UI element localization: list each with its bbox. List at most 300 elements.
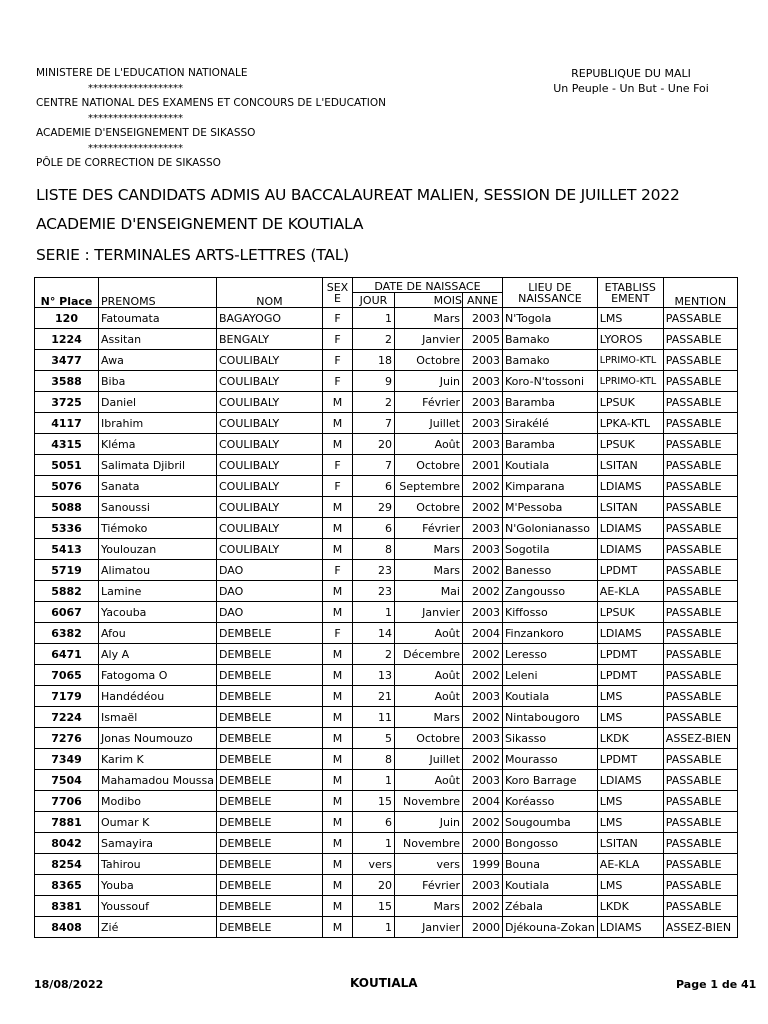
cell-jour: 7: [352, 455, 394, 476]
cell-mois: Juillet: [394, 749, 462, 770]
col-date: DATE DE NAISSACE: [352, 278, 502, 293]
cell-nom: DEMBELE: [216, 770, 322, 791]
cell-nom: COULIBALY: [216, 497, 322, 518]
table-row: [35, 833, 738, 854]
col-sexe-line1: SEX: [326, 280, 349, 294]
cell-jour: 9: [352, 371, 394, 392]
cell-lieu: Kimparana: [502, 476, 597, 497]
cell-jour: 6: [352, 476, 394, 497]
footer-place: KOUTIALA: [350, 976, 418, 990]
cell-nom: DEMBELE: [216, 707, 322, 728]
cell-sexe: M: [322, 434, 352, 455]
cell-nom: DEMBELE: [216, 812, 322, 833]
table-row: [35, 518, 738, 539]
cell-prenoms: Alimatou: [99, 560, 217, 581]
cell-place: 3725: [35, 392, 99, 413]
cell-place: 7349: [35, 749, 99, 770]
footer-date: 18/08/2022: [34, 978, 104, 991]
col-prenoms: PRENOMS: [99, 278, 217, 308]
cell-lieu: Sirakélé: [502, 413, 597, 434]
cell-lieu: Banesso: [502, 560, 597, 581]
col-etab: [597, 278, 663, 308]
cell-lieu: Sikasso: [502, 728, 597, 749]
cell-mois: Novembre: [394, 833, 462, 854]
cell-etab: LPDMT: [597, 644, 663, 665]
cell-mention: PASSABLE: [663, 434, 737, 455]
cell-mention: PASSABLE: [663, 812, 737, 833]
cell-mois: Mars: [394, 308, 462, 329]
cell-mois: Mars: [394, 539, 462, 560]
cell-mois: Mars: [394, 560, 462, 581]
cell-nom: COULIBALY: [216, 413, 322, 434]
col-lieu-line1: LIEU DE: [528, 280, 572, 294]
table-row: [35, 455, 738, 476]
cell-mois: Juin: [394, 371, 462, 392]
cell-etab: LDIAMS: [597, 770, 663, 791]
table-row: [35, 476, 738, 497]
cell-mention: PASSABLE: [663, 854, 737, 875]
cell-nom: DEMBELE: [216, 665, 322, 686]
cell-mois: vers: [394, 854, 462, 875]
cell-prenoms: Tiémoko: [99, 518, 217, 539]
cell-annee: 2003: [462, 434, 502, 455]
cell-lieu: Sogotila: [502, 539, 597, 560]
cell-prenoms: Zié: [99, 917, 217, 938]
cell-lieu: Bamako: [502, 329, 597, 350]
cell-annee: 2002: [462, 560, 502, 581]
cell-nom: DEMBELE: [216, 644, 322, 665]
table-row: [35, 371, 738, 392]
cell-prenoms: Oumar K: [99, 812, 217, 833]
cell-etab: LKDK: [597, 896, 663, 917]
cell-annee: 1999: [462, 854, 502, 875]
cell-place: 1224: [35, 329, 99, 350]
cell-sexe: M: [322, 770, 352, 791]
cell-etab: LPDMT: [597, 560, 663, 581]
cell-prenoms: Sanoussi: [99, 497, 217, 518]
cell-lieu: N'Golonianasso: [502, 518, 597, 539]
table-row: [35, 602, 738, 623]
col-mois: MOIS: [394, 293, 462, 308]
series-title: SERIE : TERMINALES ARTS-LETTRES (TAL): [36, 246, 349, 264]
cell-mois: Août: [394, 770, 462, 791]
cell-mois: Mars: [394, 707, 462, 728]
cell-prenoms: Sanata: [99, 476, 217, 497]
cell-mention: PASSABLE: [663, 350, 737, 371]
cell-jour: 2: [352, 329, 394, 350]
cell-annee: 2002: [462, 581, 502, 602]
cell-mention: PASSABLE: [663, 875, 737, 896]
cell-mention: ASSEZ-BIEN: [663, 728, 737, 749]
cell-sexe: F: [322, 455, 352, 476]
cell-annee: 2003: [462, 308, 502, 329]
cell-jour: 5: [352, 728, 394, 749]
cell-prenoms: Jonas Noumouzo: [99, 728, 217, 749]
cell-jour: 15: [352, 791, 394, 812]
cell-mois: Octobre: [394, 728, 462, 749]
cell-jour: 20: [352, 434, 394, 455]
cell-mention: PASSABLE: [663, 392, 737, 413]
cell-sexe: M: [322, 812, 352, 833]
cell-mois: Novembre: [394, 791, 462, 812]
table-row: [35, 749, 738, 770]
cell-place: 8042: [35, 833, 99, 854]
cell-place: 8408: [35, 917, 99, 938]
cell-etab: AE-KLA: [597, 854, 663, 875]
cell-mois: Juin: [394, 812, 462, 833]
cell-nom: DEMBELE: [216, 854, 322, 875]
table-body: [35, 308, 738, 938]
cell-jour: 8: [352, 539, 394, 560]
cell-place: 3588: [35, 371, 99, 392]
cell-place: 5088: [35, 497, 99, 518]
cell-mention: PASSABLE: [663, 665, 737, 686]
cell-sexe: M: [322, 728, 352, 749]
cell-place: 3477: [35, 350, 99, 371]
cell-mois: Août: [394, 665, 462, 686]
cell-annee: 2001: [462, 455, 502, 476]
cell-mention: PASSABLE: [663, 791, 737, 812]
table-row: [35, 434, 738, 455]
cell-sexe: M: [322, 392, 352, 413]
cell-lieu: Finzankoro: [502, 623, 597, 644]
cell-prenoms: Kléma: [99, 434, 217, 455]
cell-sexe: F: [322, 308, 352, 329]
cell-etab: LPSUK: [597, 602, 663, 623]
cell-annee: 2003: [462, 539, 502, 560]
cell-sexe: M: [322, 665, 352, 686]
cell-sexe: F: [322, 329, 352, 350]
cell-nom: DEMBELE: [216, 896, 322, 917]
cell-jour: 6: [352, 812, 394, 833]
cell-jour: 13: [352, 665, 394, 686]
table-row: [35, 686, 738, 707]
cell-mention: PASSABLE: [663, 539, 737, 560]
cell-annee: 2003: [462, 518, 502, 539]
cell-mention: PASSABLE: [663, 581, 737, 602]
cell-lieu: Koutiala: [502, 455, 597, 476]
cell-jour: 1: [352, 308, 394, 329]
cell-mention: PASSABLE: [663, 623, 737, 644]
cell-nom: DAO: [216, 560, 322, 581]
cell-lieu: Leresso: [502, 644, 597, 665]
cell-lieu: Mourasso: [502, 749, 597, 770]
country-name: REPUBLIQUE DU MALI: [571, 67, 691, 80]
cell-etab: LPRIMO-KTL: [597, 350, 663, 371]
cell-etab: LMS: [597, 791, 663, 812]
cell-prenoms: Youlouzan: [99, 539, 217, 560]
cell-annee: 2002: [462, 707, 502, 728]
cell-jour: 1: [352, 602, 394, 623]
cell-etab: LMS: [597, 707, 663, 728]
cell-prenoms: Awa: [99, 350, 217, 371]
cell-jour: 29: [352, 497, 394, 518]
cell-prenoms: Daniel: [99, 392, 217, 413]
cell-lieu: N'Togola: [502, 308, 597, 329]
table-row: [35, 329, 738, 350]
ministry-line: MINISTERE DE L'EDUCATION NATIONALE: [36, 67, 248, 79]
cell-place: 7504: [35, 770, 99, 791]
cell-mois: Février: [394, 875, 462, 896]
cell-prenoms: Assitan: [99, 329, 217, 350]
cell-mois: Octobre: [394, 350, 462, 371]
cell-sexe: M: [322, 497, 352, 518]
cell-etab: LPDMT: [597, 665, 663, 686]
cell-etab: LMS: [597, 875, 663, 896]
cell-etab: LMS: [597, 686, 663, 707]
cell-nom: DEMBELE: [216, 686, 322, 707]
table-row: [35, 623, 738, 644]
cell-nom: DEMBELE: [216, 875, 322, 896]
cell-mention: PASSABLE: [663, 413, 737, 434]
cell-nom: COULIBALY: [216, 518, 322, 539]
cell-mention: PASSABLE: [663, 518, 737, 539]
cell-mention: PASSABLE: [663, 371, 737, 392]
cell-prenoms: Ibrahim: [99, 413, 217, 434]
cell-etab: LDIAMS: [597, 539, 663, 560]
cell-mention: PASSABLE: [663, 560, 737, 581]
cell-sexe: M: [322, 707, 352, 728]
cell-annee: 2000: [462, 917, 502, 938]
table-row: [35, 770, 738, 791]
cell-place: 4117: [35, 413, 99, 434]
footer-page: Page 1 de 41: [676, 978, 757, 991]
cell-nom: BENGALY: [216, 329, 322, 350]
cell-jour: 2: [352, 644, 394, 665]
cell-nom: COULIBALY: [216, 539, 322, 560]
academy-title: ACADEMIE D'ENSEIGNEMENT DE KOUTIALA: [36, 215, 364, 233]
cell-place: 7706: [35, 791, 99, 812]
cell-annee: 2002: [462, 896, 502, 917]
cell-jour: 1: [352, 833, 394, 854]
cell-jour: 11: [352, 707, 394, 728]
cell-annee: 2003: [462, 686, 502, 707]
cell-sexe: M: [322, 602, 352, 623]
cell-etab: LPDMT: [597, 749, 663, 770]
cell-etab: AE-KLA: [597, 581, 663, 602]
cell-mention: PASSABLE: [663, 455, 737, 476]
table-row: [35, 350, 738, 371]
cell-lieu: Zangousso: [502, 581, 597, 602]
cell-jour: 7: [352, 413, 394, 434]
cell-mois: Décembre: [394, 644, 462, 665]
col-nom: NOM: [216, 278, 322, 308]
cell-place: 8381: [35, 896, 99, 917]
cell-place: 120: [35, 308, 99, 329]
cell-place: 5336: [35, 518, 99, 539]
cell-mois: Mars: [394, 896, 462, 917]
cell-place: 5076: [35, 476, 99, 497]
cell-prenoms: Fatoumata: [99, 308, 217, 329]
cell-etab: LSITAN: [597, 497, 663, 518]
cell-jour: 18: [352, 350, 394, 371]
cell-lieu: Koro-N'tossoni: [502, 371, 597, 392]
cell-sexe: M: [322, 686, 352, 707]
table-header-row: [35, 278, 738, 293]
cell-lieu: Koutiala: [502, 875, 597, 896]
cell-sexe: F: [322, 476, 352, 497]
cell-mois: Octobre: [394, 497, 462, 518]
cell-annee: 2003: [462, 875, 502, 896]
cell-mention: PASSABLE: [663, 749, 737, 770]
table-row: [35, 560, 738, 581]
cell-jour: 21: [352, 686, 394, 707]
table-row: [35, 665, 738, 686]
table-row: [35, 539, 738, 560]
candidates-table: [34, 277, 738, 938]
table-row: [35, 392, 738, 413]
academy-sikasso-line: ACADEMIE D'ENSEIGNEMENT DE SIKASSO: [36, 127, 256, 139]
cell-jour: 8: [352, 749, 394, 770]
cell-annee: 2003: [462, 350, 502, 371]
cell-annee: 2003: [462, 371, 502, 392]
cell-etab: LDIAMS: [597, 476, 663, 497]
cnecd-line: CENTRE NATIONAL DES EXAMENS ET CONCOURS DE L'EDUCATION: [36, 97, 386, 109]
cell-nom: DAO: [216, 602, 322, 623]
cell-etab: LSITAN: [597, 833, 663, 854]
cell-mention: ASSEZ-BIEN: [663, 917, 737, 938]
cell-sexe: M: [322, 539, 352, 560]
cell-mention: PASSABLE: [663, 896, 737, 917]
cell-mois: Août: [394, 434, 462, 455]
cell-etab: LMS: [597, 308, 663, 329]
cell-mention: PASSABLE: [663, 602, 737, 623]
table-row: [35, 812, 738, 833]
cell-sexe: M: [322, 749, 352, 770]
cell-place: 7224: [35, 707, 99, 728]
col-jour: JOUR: [352, 293, 394, 308]
cell-prenoms: Handédéou: [99, 686, 217, 707]
cell-lieu: Bongosso: [502, 833, 597, 854]
cell-etab: LDIAMS: [597, 917, 663, 938]
cell-place: 5051: [35, 455, 99, 476]
cell-annee: 2003: [462, 392, 502, 413]
cell-jour: 15: [352, 896, 394, 917]
cell-jour: 23: [352, 560, 394, 581]
cell-mention: PASSABLE: [663, 329, 737, 350]
cell-lieu: Koro Barrage: [502, 770, 597, 791]
cell-jour: 2: [352, 392, 394, 413]
stars-separator: *******************: [88, 113, 183, 124]
table-row: [35, 728, 738, 749]
cell-jour: 6: [352, 518, 394, 539]
cell-mention: PASSABLE: [663, 644, 737, 665]
col-annee: ANNE: [462, 293, 502, 308]
cell-nom: BAGAYOGO: [216, 308, 322, 329]
cell-sexe: M: [322, 854, 352, 875]
col-sexe-line2: E: [334, 291, 341, 305]
cell-prenoms: Tahirou: [99, 854, 217, 875]
cell-mention: PASSABLE: [663, 497, 737, 518]
cell-place: 8365: [35, 875, 99, 896]
cell-jour: 1: [352, 917, 394, 938]
cell-etab: LDIAMS: [597, 623, 663, 644]
cell-etab: LDIAMS: [597, 518, 663, 539]
table-row: [35, 308, 738, 329]
cell-mois: Août: [394, 623, 462, 644]
cell-place: 5413: [35, 539, 99, 560]
cell-sexe: M: [322, 581, 352, 602]
cell-nom: DEMBELE: [216, 791, 322, 812]
cell-mois: Janvier: [394, 917, 462, 938]
cell-mois: Janvier: [394, 602, 462, 623]
cell-lieu: Baramba: [502, 392, 597, 413]
cell-nom: COULIBALY: [216, 434, 322, 455]
header-left: [36, 66, 386, 171]
cell-prenoms: Youba: [99, 875, 217, 896]
cell-mois: Mai: [394, 581, 462, 602]
cell-etab: LSITAN: [597, 455, 663, 476]
national-motto: Un Peuple - Un But - Une Foi: [553, 82, 709, 95]
cell-prenoms: Karim K: [99, 749, 217, 770]
cell-sexe: F: [322, 371, 352, 392]
cell-etab: LPKA-KTL: [597, 413, 663, 434]
cell-etab: LKDK: [597, 728, 663, 749]
cell-nom: COULIBALY: [216, 455, 322, 476]
cell-place: 6067: [35, 602, 99, 623]
cell-sexe: F: [322, 350, 352, 371]
cell-annee: 2002: [462, 644, 502, 665]
cell-etab: LPRIMO-KTL: [597, 371, 663, 392]
cell-lieu: Bamako: [502, 350, 597, 371]
cell-nom: DEMBELE: [216, 749, 322, 770]
table-row: [35, 644, 738, 665]
cell-lieu: M'Pessoba: [502, 497, 597, 518]
cell-lieu: Koréasso: [502, 791, 597, 812]
cell-mois: Février: [394, 392, 462, 413]
cell-prenoms: Fatogoma O: [99, 665, 217, 686]
cell-sexe: M: [322, 413, 352, 434]
cell-jour: 23: [352, 581, 394, 602]
cell-sexe: M: [322, 791, 352, 812]
cell-prenoms: Biba: [99, 371, 217, 392]
cell-place: 5719: [35, 560, 99, 581]
stars-separator: *******************: [88, 143, 183, 154]
col-lieu-line2: NAISSANCE: [518, 291, 582, 305]
cell-prenoms: Ismaël: [99, 707, 217, 728]
cell-sexe: F: [322, 560, 352, 581]
cell-mois: Octobre: [394, 455, 462, 476]
cell-annee: 2002: [462, 476, 502, 497]
cell-annee: 2004: [462, 623, 502, 644]
stars-separator: *******************: [88, 83, 183, 94]
list-title: LISTE DES CANDIDATS ADMIS AU BACCALAUREAT MALIEN, SESSION DE JUILLET 2022: [36, 186, 680, 204]
cell-prenoms: Modibo: [99, 791, 217, 812]
cell-sexe: M: [322, 896, 352, 917]
cell-annee: 2000: [462, 833, 502, 854]
cell-sexe: M: [322, 833, 352, 854]
cell-mois: Septembre: [394, 476, 462, 497]
cell-annee: 2002: [462, 497, 502, 518]
col-mention: MENTION: [663, 278, 737, 308]
cell-mois: Janvier: [394, 329, 462, 350]
cell-annee: 2003: [462, 413, 502, 434]
col-lieu: [502, 278, 597, 308]
cell-etab: LMS: [597, 812, 663, 833]
cell-annee: 2005: [462, 329, 502, 350]
cell-lieu: Koutiala: [502, 686, 597, 707]
cell-annee: 2002: [462, 749, 502, 770]
cell-nom: DEMBELE: [216, 917, 322, 938]
cell-prenoms: Aly A: [99, 644, 217, 665]
cell-etab: LPSUK: [597, 434, 663, 455]
cell-mois: Juillet: [394, 413, 462, 434]
cell-annee: 2003: [462, 602, 502, 623]
cell-nom: DEMBELE: [216, 623, 322, 644]
table-row: [35, 854, 738, 875]
cell-nom: DAO: [216, 581, 322, 602]
table-row: [35, 581, 738, 602]
